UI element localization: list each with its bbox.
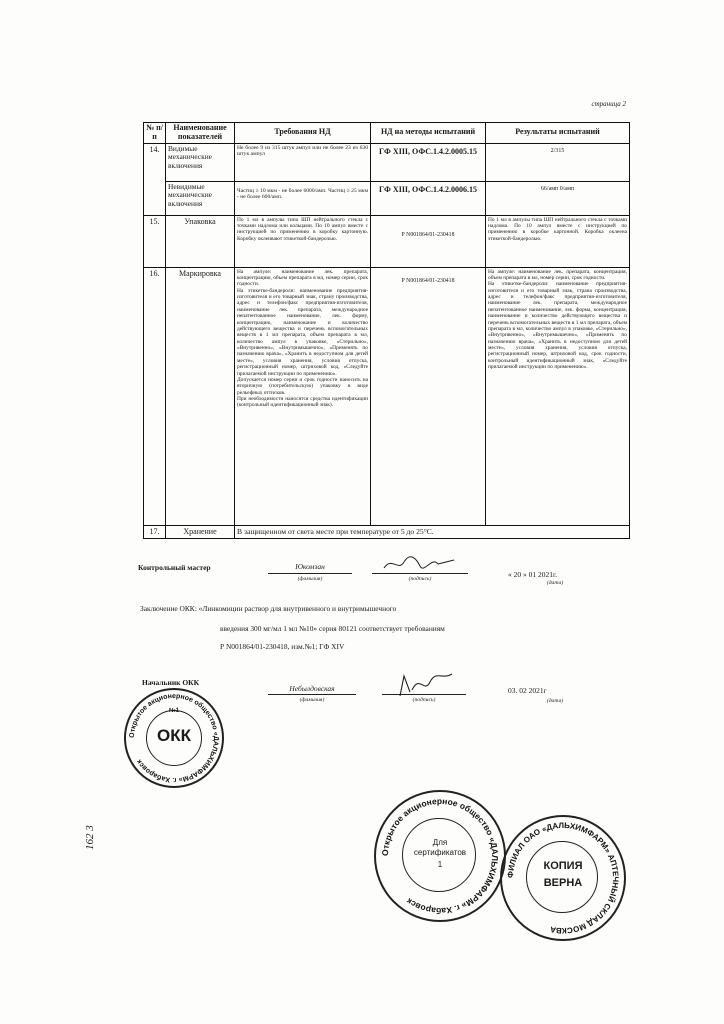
table-row <box>144 215 630 267</box>
row-requirement: Не более 9 из 315 штук ампул или не более 23 из 630 штук ампул <box>235 143 371 181</box>
row-name: Видимые механические включения <box>166 143 235 181</box>
result-paragraph: На этикетке-бандероли: наименование предприятия-изготовителя и его товарный знак, страна производства, адрес и телефон/факс предприятия-изготовителя, наименование лек. препарата, международное непатентованное наименование, лек. форма, концентрация, наименование и количество действующего вещества и перечень вспомогательных веществ в 1 мл препарата, объем препарата в мл, количество ампул в упаковке, «Стерильно», «Внутривенно», «Внутримышечно», «Применять по назначению врача», «Хранить в недоступном для детей месте», условия хранения, условия отпуска, регистрационный номер, штриховой код, срок годности, контрольный идентификационный знак, «Следуйте прилагаемой инструкции по применению». <box>488 281 627 371</box>
page-number: страница 2 <box>591 100 626 108</box>
row-result: По 1 мл в ампулы типа ШП нейтрального стекла с точками надлома. По 10 ампул вместе с инструкцией по применению в коробке картонной. Коробка оклеена этикеткой-бандеролью. <box>486 215 630 267</box>
row-name: Невидимые механические включения <box>166 181 235 215</box>
date-caption: (дата) <box>546 698 564 704</box>
row-num: 17. <box>144 525 166 538</box>
row-num: 16. <box>144 267 166 525</box>
stamp-line-3: 1 <box>437 860 443 869</box>
row-result: 2/315 <box>486 143 630 181</box>
conclusion-line-3: Р N001864/01-230418, изм.№1; ГФ XIV <box>220 642 345 651</box>
control-master-surname: Юкомзан <box>295 562 325 571</box>
signature-scribble <box>380 552 460 574</box>
test-results-table <box>143 122 630 539</box>
stamp-ring-text: Открытое акционерное общество «ДАЛЬХИМФАРМ» г. Хабаровск <box>379 795 501 917</box>
requirement-paragraph: При необходимости наносятся средства идентификации (контрольный идентификационный знак). <box>237 396 368 409</box>
row-requirement: Частиц ≥ 10 мкм - не более 6000/амп. Частиц ≥ 25 мкм - не более 600/амп. <box>235 181 371 215</box>
conclusion-line-2: введения 300 мг/мл 1 мл №10» серия 80121 соответствует требованиям <box>220 624 445 633</box>
row-name: Маркировка <box>166 267 235 525</box>
row-method: ГФ XIII, ОФС.1.4.2.0006.15 <box>371 181 486 215</box>
control-master-date: « 20 » 01 2021г. <box>508 570 558 579</box>
signature-caption: (подпись) <box>408 576 432 582</box>
row-method: Р N001864/01-230418 <box>371 267 486 525</box>
stamp-line-1: Для <box>432 838 448 847</box>
signature-caption: (подпись) <box>412 697 436 703</box>
row-num: 15. <box>144 215 166 267</box>
header-indicator: Наименование показателей <box>166 123 235 144</box>
row-result: 66/амп 0/амп <box>486 181 630 215</box>
result-paragraph: На ампуле: наименование лек. препарата, концентрация, объем препарата в мл, номер серии, срок годности. <box>488 268 627 281</box>
requirement-paragraph: На этикетке-бандероли: наименование предприятия-изготовителя и его товарный знак, страну производства, адрес и телефон/факс предприятия-изготовителя, наименование лек. препарата, международное непатентованное наименование, лек. форму, концентрацию, наименование и количество действующего вещества и перечень вспомогательных веществ в 1 мл препарата, объем препарата в мл, количество ампул в упаковке, «Стерильно», «Внутривенно», «Внутримышечно», «Применять по назначению врача», «Хранить в недоступном для детей месте», условия хранения, условия отпуска, регистрационный номер, штриховой код, «Следуйте прилагаемой инструкции по применению». <box>237 287 368 377</box>
certificates-stamp <box>374 790 506 922</box>
control-master-label: Контрольный мастер <box>138 563 211 572</box>
stamp-line-1: КОПИЯ <box>543 860 583 872</box>
date-caption: (дата) <box>546 580 564 586</box>
table-row <box>144 525 630 538</box>
header-num: № п/п <box>144 123 166 144</box>
margin-note: 162 3 <box>84 825 96 850</box>
header-results: Результаты испытаний <box>486 123 630 144</box>
row-name: Хранение <box>166 525 235 538</box>
head-okk-surname: Небылдовская <box>289 684 335 693</box>
stamp-ring-text: ФИЛИАЛ ОАО «ДАЛЬХИМФАРМ» АПТЕЧНЫЙ СКЛАД МОСКВА <box>505 820 621 936</box>
stamp-line-2: ВЕРНА <box>543 877 583 889</box>
header-requirements: Требования НД <box>235 123 371 144</box>
table-header-row <box>144 123 630 144</box>
table-row <box>144 267 630 525</box>
row-requirement <box>235 267 371 525</box>
copy-verified-stamp <box>500 815 626 941</box>
stamp-small: №1 <box>168 708 180 714</box>
row-result <box>486 267 630 525</box>
row-num: 14. <box>144 143 166 215</box>
signature-scribble <box>390 670 460 700</box>
requirement-paragraph: На ампуле: наименование лек. препарата, концентрацию, объем препарата в мл, номер серии, срок годности. <box>237 268 368 288</box>
row-requirement: По 1 мл в ампулы типа ШП нейтрального стекла с точками надлома или кольцами. По 10 ампул вместе с инструкцией по применению в коробку картонную. Коробку оклеивают этикеткой-бандеролью. <box>235 215 371 267</box>
stamp-center: ОКК <box>157 726 191 745</box>
surname-caption: (фамилия) <box>297 576 323 582</box>
surname-caption: (фамилия) <box>299 697 325 703</box>
row-name: Упаковка <box>166 215 235 267</box>
row-method: Р N001864/01-230418 <box>371 215 486 267</box>
table-row <box>144 181 630 215</box>
okk-stamp <box>124 688 224 788</box>
header-method: НД на методы испытаний <box>371 123 486 144</box>
stamp-line-2: сертификатов <box>413 848 467 857</box>
conclusion-line-1: Заключение ОКК: «Линкомицин раствор для внутривенного и внутримышечного <box>140 604 397 613</box>
stamp-ring-text: Открытое акционерное общество «ДАЛЬХИМФАРМ» г. Хабаровск <box>128 692 220 784</box>
requirement-paragraph: Допускается номер серии и срок годности наносить на вторичную (потребительскую) упаковку в виде рельефных оттисков. <box>237 376 368 396</box>
row-requirement: В защищенном от света месте при температуре от 5 до 25°С. <box>235 525 630 538</box>
head-okk-label: Начальник ОКК <box>142 678 200 687</box>
row-method: ГФ XIII, ОФС.1.4.2.0005.15 <box>371 143 486 181</box>
head-okk-date: 03. 02 2021г <box>508 686 547 695</box>
table-row <box>144 143 630 181</box>
